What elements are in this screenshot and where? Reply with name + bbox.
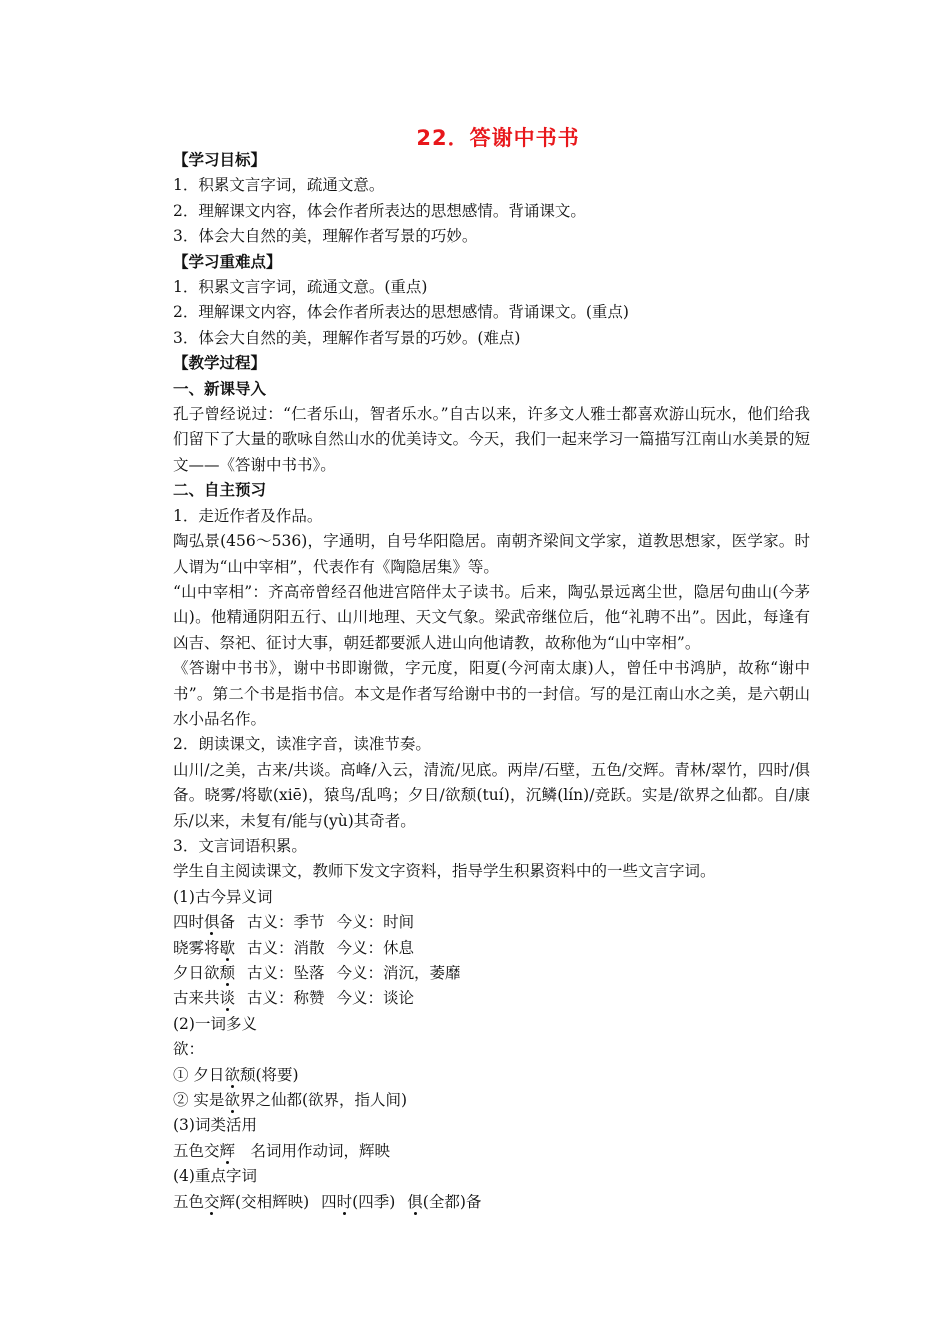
emphasis-dot-char: 欲: [224, 1091, 240, 1110]
preview-item-3: 3．文言词语积累。: [173, 836, 307, 855]
conversion-row: 五色交辉 名词用作动词，辉映: [173, 1141, 391, 1160]
gujin-row: 夕日欲颓 古义：坠落 今义：消沉，萎靡: [173, 964, 461, 982]
emphasis-dot-char: 俱: [407, 1192, 423, 1211]
gujin-row: 晓雾将歇 古义：消散 今义：休息: [173, 938, 415, 957]
reading-rhythm-paragraph: 山川/之美，古来/共谈。高峰/入云，清流/见底。两岸/石壁，五色/交辉。青林/翠竹，四时/俱备。晓雾/将歇(xiē)，猿鸟/乱鸣；夕日/欲颓(tuí)，沉鳞(lín)/竞跃。实是/欲界之仙都。自/康乐/以来，未复有/能与(yù)其奇者。: [173, 760, 810, 830]
keys-heading: 【学习重难点】: [173, 252, 282, 271]
subheading-conversion: (3)词类活用: [173, 1116, 257, 1135]
polysemy-row: ① 夕日欲颓(将要): [173, 1065, 299, 1084]
keywords-row: 五色交辉(交相辉映) 四时(四季) 俱(全都)备: [173, 1192, 482, 1211]
preview-item-2: 2．朗读课文，读准字音，读准节奏。: [173, 735, 431, 754]
polysemy-label: 欲：: [173, 1040, 205, 1059]
shanzhong-paragraph: “山中宰相”：齐高帝曾经召他进宫陪伴太子读书。后来，陶弘景远离尘世，隐居句曲山(今茅山)。他精通阴阳五行、山川地理、天文气象。梁武帝继位后，他“礼聘不出”。因此，每逢有凶吉、祭祀、征讨大事，朝廷都要派人进山向他请教，故称他为“山中宰相”。: [173, 582, 810, 652]
emphasis-dot-char: 谈: [219, 989, 236, 1008]
emphasis-dot-char: 歇: [219, 938, 236, 957]
emphasis-dot-char: 辉: [219, 1141, 236, 1160]
gujin-row: 四时俱备 古义：季节 今义：时间: [173, 913, 415, 932]
emphasis-dot-char: 交: [204, 1192, 220, 1211]
subheading-gujin: (1)古今异义词: [173, 887, 273, 906]
intro-paragraph: 孔子曾经说过：“仁者乐山，智者乐水。”自古以来，许多文人雅士都喜欢游山玩水，他们给我们留下了大量的歌咏自然山水的优美诗文。今天，我们一起来学习一篇描写江南山水美景的短文——《答谢中书书》。: [173, 405, 810, 474]
goal-item: 2．理解课文内容，体会作者所表达的思想感情。背诵课文。: [173, 201, 586, 220]
goal-item: 3．体会大自然的美，理解作者写景的巧妙。: [173, 227, 478, 246]
subheading-polysemy: (2)一词多义: [173, 1014, 257, 1033]
preview-item-1: 1．走近作者及作品。: [173, 506, 323, 525]
emphasis-dot-char: 俱: [204, 913, 220, 932]
section-heading-preview: 二、自主预习: [173, 481, 267, 500]
subheading-keywords: (4)重点字词: [173, 1167, 257, 1186]
emphasis-dot-char: 时: [336, 1192, 353, 1211]
work-paragraph: 《答谢中书书》，谢中书即谢微，字元度，阳夏(今河南太康)人，曾任中书鸿胪，故称“谢中书”。第二个书是指书信。本文是作者写给谢中书的一封信。写的是江南山水之美，是六朝山水小品名作。: [173, 659, 810, 728]
key-item: 2．理解课文内容，体会作者所表达的思想感情。背诵课文。(重点): [173, 303, 629, 322]
goal-item: 1．积累文言字词，疏通文意。: [173, 176, 385, 195]
document-body: [145, 148, 810, 1215]
emphasis-dot-char: 欲: [224, 1065, 240, 1084]
process-heading: 【教学过程】: [173, 354, 267, 373]
key-item: 1．积累文言字词，疏通文意。(重点): [173, 278, 428, 297]
author-paragraph: 陶弘景(456～536)，字通明，自号华阳隐居。南朝齐梁间文学家，道教思想家，医学家。时人谓为“山中宰相”，代表作有《陶隐居集》等。: [173, 532, 810, 576]
key-item: 3．体会大自然的美，理解作者写景的巧妙。(难点): [173, 328, 521, 347]
polysemy-row: ② 实是欲界之仙都(欲界，指人间): [173, 1091, 408, 1110]
emphasis-dot-char: 颓: [219, 964, 236, 982]
gujin-row: 古来共谈 古义：称赞 今义：谈论: [173, 989, 415, 1008]
section-heading-intro: 一、新课导入: [173, 379, 267, 398]
goals-heading: 【学习目标】: [173, 151, 267, 169]
preview-item-3-desc: 学生自主阅读课文，教师下发文字资料，指导学生积累资料中的一些文言字词。: [173, 862, 716, 881]
page-title: 22．答谢中书书: [416, 126, 580, 150]
